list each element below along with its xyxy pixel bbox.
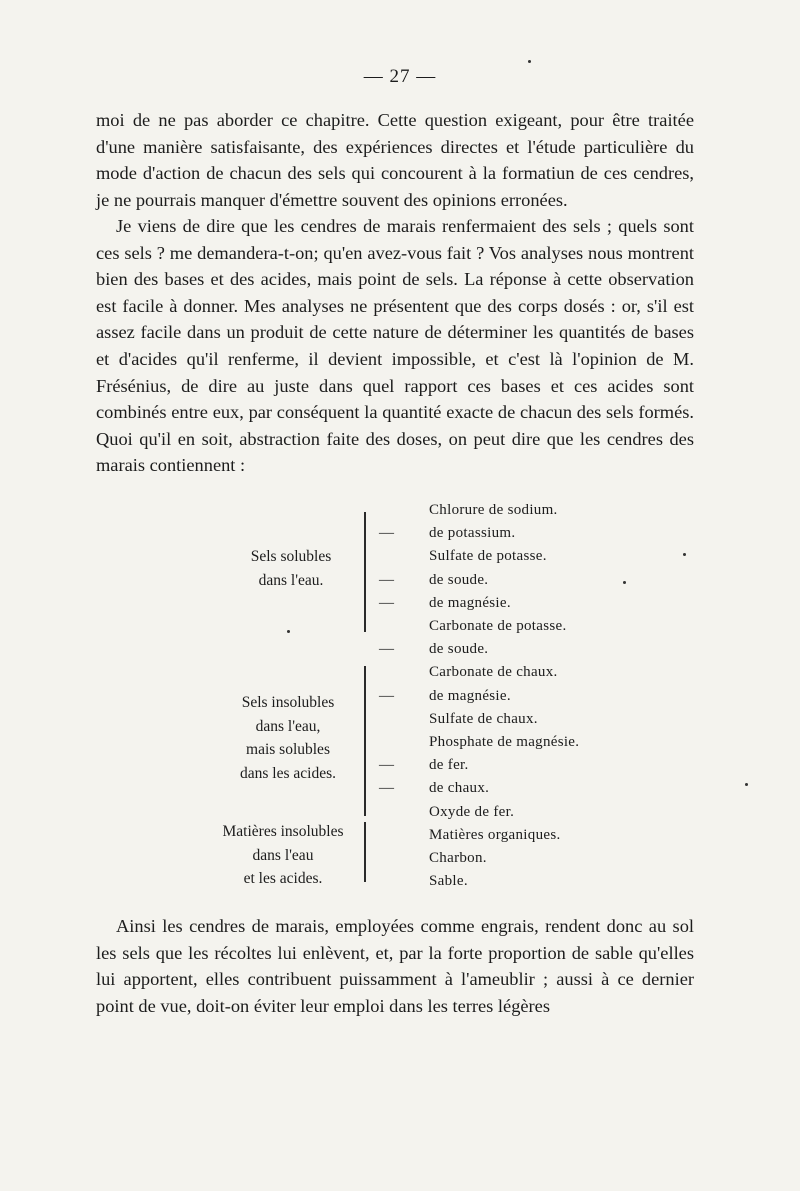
- page-number: — 27 —: [363, 66, 437, 87]
- brace-insoluble: [364, 822, 369, 882]
- ink-speck: [745, 783, 748, 786]
- group-label-soluble: Sels solubles dans l'eau.: [250, 548, 332, 589]
- salts-list: [379, 499, 579, 893]
- list-item: Matières organiques.: [429, 826, 561, 843]
- paragraph-1: moi de ne pas aborder ce chapitre. Cette question exigeant, pour être traitée d'une manière satisfaisante, des expériences directes et l'étude particulière du mode d'action de chacun des sels qui concourent à la formatiun de ces cendres, je ne pourrais manquer d'émettre souvent des opinions erronées.: [96, 110, 694, 210]
- group-label-insoluble: Matières insolubles dans l'eau et les acides.: [222, 823, 344, 887]
- list-item: — de soude.: [379, 641, 489, 658]
- ink-speck: [528, 60, 531, 63]
- ink-speck: [623, 581, 626, 584]
- list-item: Carbonate de chaux.: [429, 664, 558, 681]
- list-item: Charbon.: [429, 850, 487, 867]
- brace-soluble: [364, 512, 369, 632]
- list-item: — de fer.: [379, 757, 469, 774]
- paragraph-2: Je viens de dire que les cendres de marais renfermaient des sels ; quels sont ces sels ? me demandera-t-on; qu'en avez-vous fait ? Vos analyses nous montrent bien des bases et des acides, mais point de sels. La réponse à cette observation est facile à donner. Mes analyses ne présentent que des corps dosés : or, s'il est assez facile dans un produit de cette nature de déterminer les quantités de bases et d'acides qu'il renferme, il devient impossible, et c'est là l'opinion de M. Frésénius, de dire au juste dans quel rapport ces bases et ces acides sont combinés entre eux, par conséquent la quantité exacte de chacun des sels formés. Quoi qu'il en soit, abstraction faite des doses, on peut dire que les cendres des marais contiennent :: [96, 216, 694, 476]
- list-item: Chlorure de sodium.: [429, 502, 558, 518]
- list-item: — de potassium.: [379, 525, 516, 542]
- list-item: Sulfate de potasse.: [429, 548, 547, 565]
- list-item: — de magnésie.: [379, 594, 511, 611]
- brace-acid-soluble: [364, 666, 369, 816]
- list-item: Oxyde de fer.: [429, 803, 515, 820]
- group-label-acid-soluble: Sels insolubles dans l'eau, mais solubles dans les acides.: [240, 694, 336, 782]
- ink-speck: [287, 630, 290, 633]
- list-item: — de magnésie.: [379, 687, 511, 704]
- list-item: — de chaux.: [379, 780, 490, 797]
- ink-speck: [683, 553, 686, 556]
- list-item: Sulfate de chaux.: [429, 710, 538, 727]
- list-item: — de soude.: [379, 571, 489, 588]
- list-item: Phosphate de magnésie.: [429, 734, 580, 751]
- paragraph-3: Ainsi les cendres de marais, employées comme engrais, rendent donc au sol les sels que les récoltes lui enlèvent, et, par la forte proportion de sable qu'elles lui apportent, elles contribuent puissamment à l'ameublir ; aussi à ce dernier point de vue, doit-on éviter leur emploi dans les terres légères: [96, 916, 694, 1016]
- list-item: Carbonate de potasse.: [429, 618, 567, 635]
- list-item: Sable.: [429, 873, 468, 890]
